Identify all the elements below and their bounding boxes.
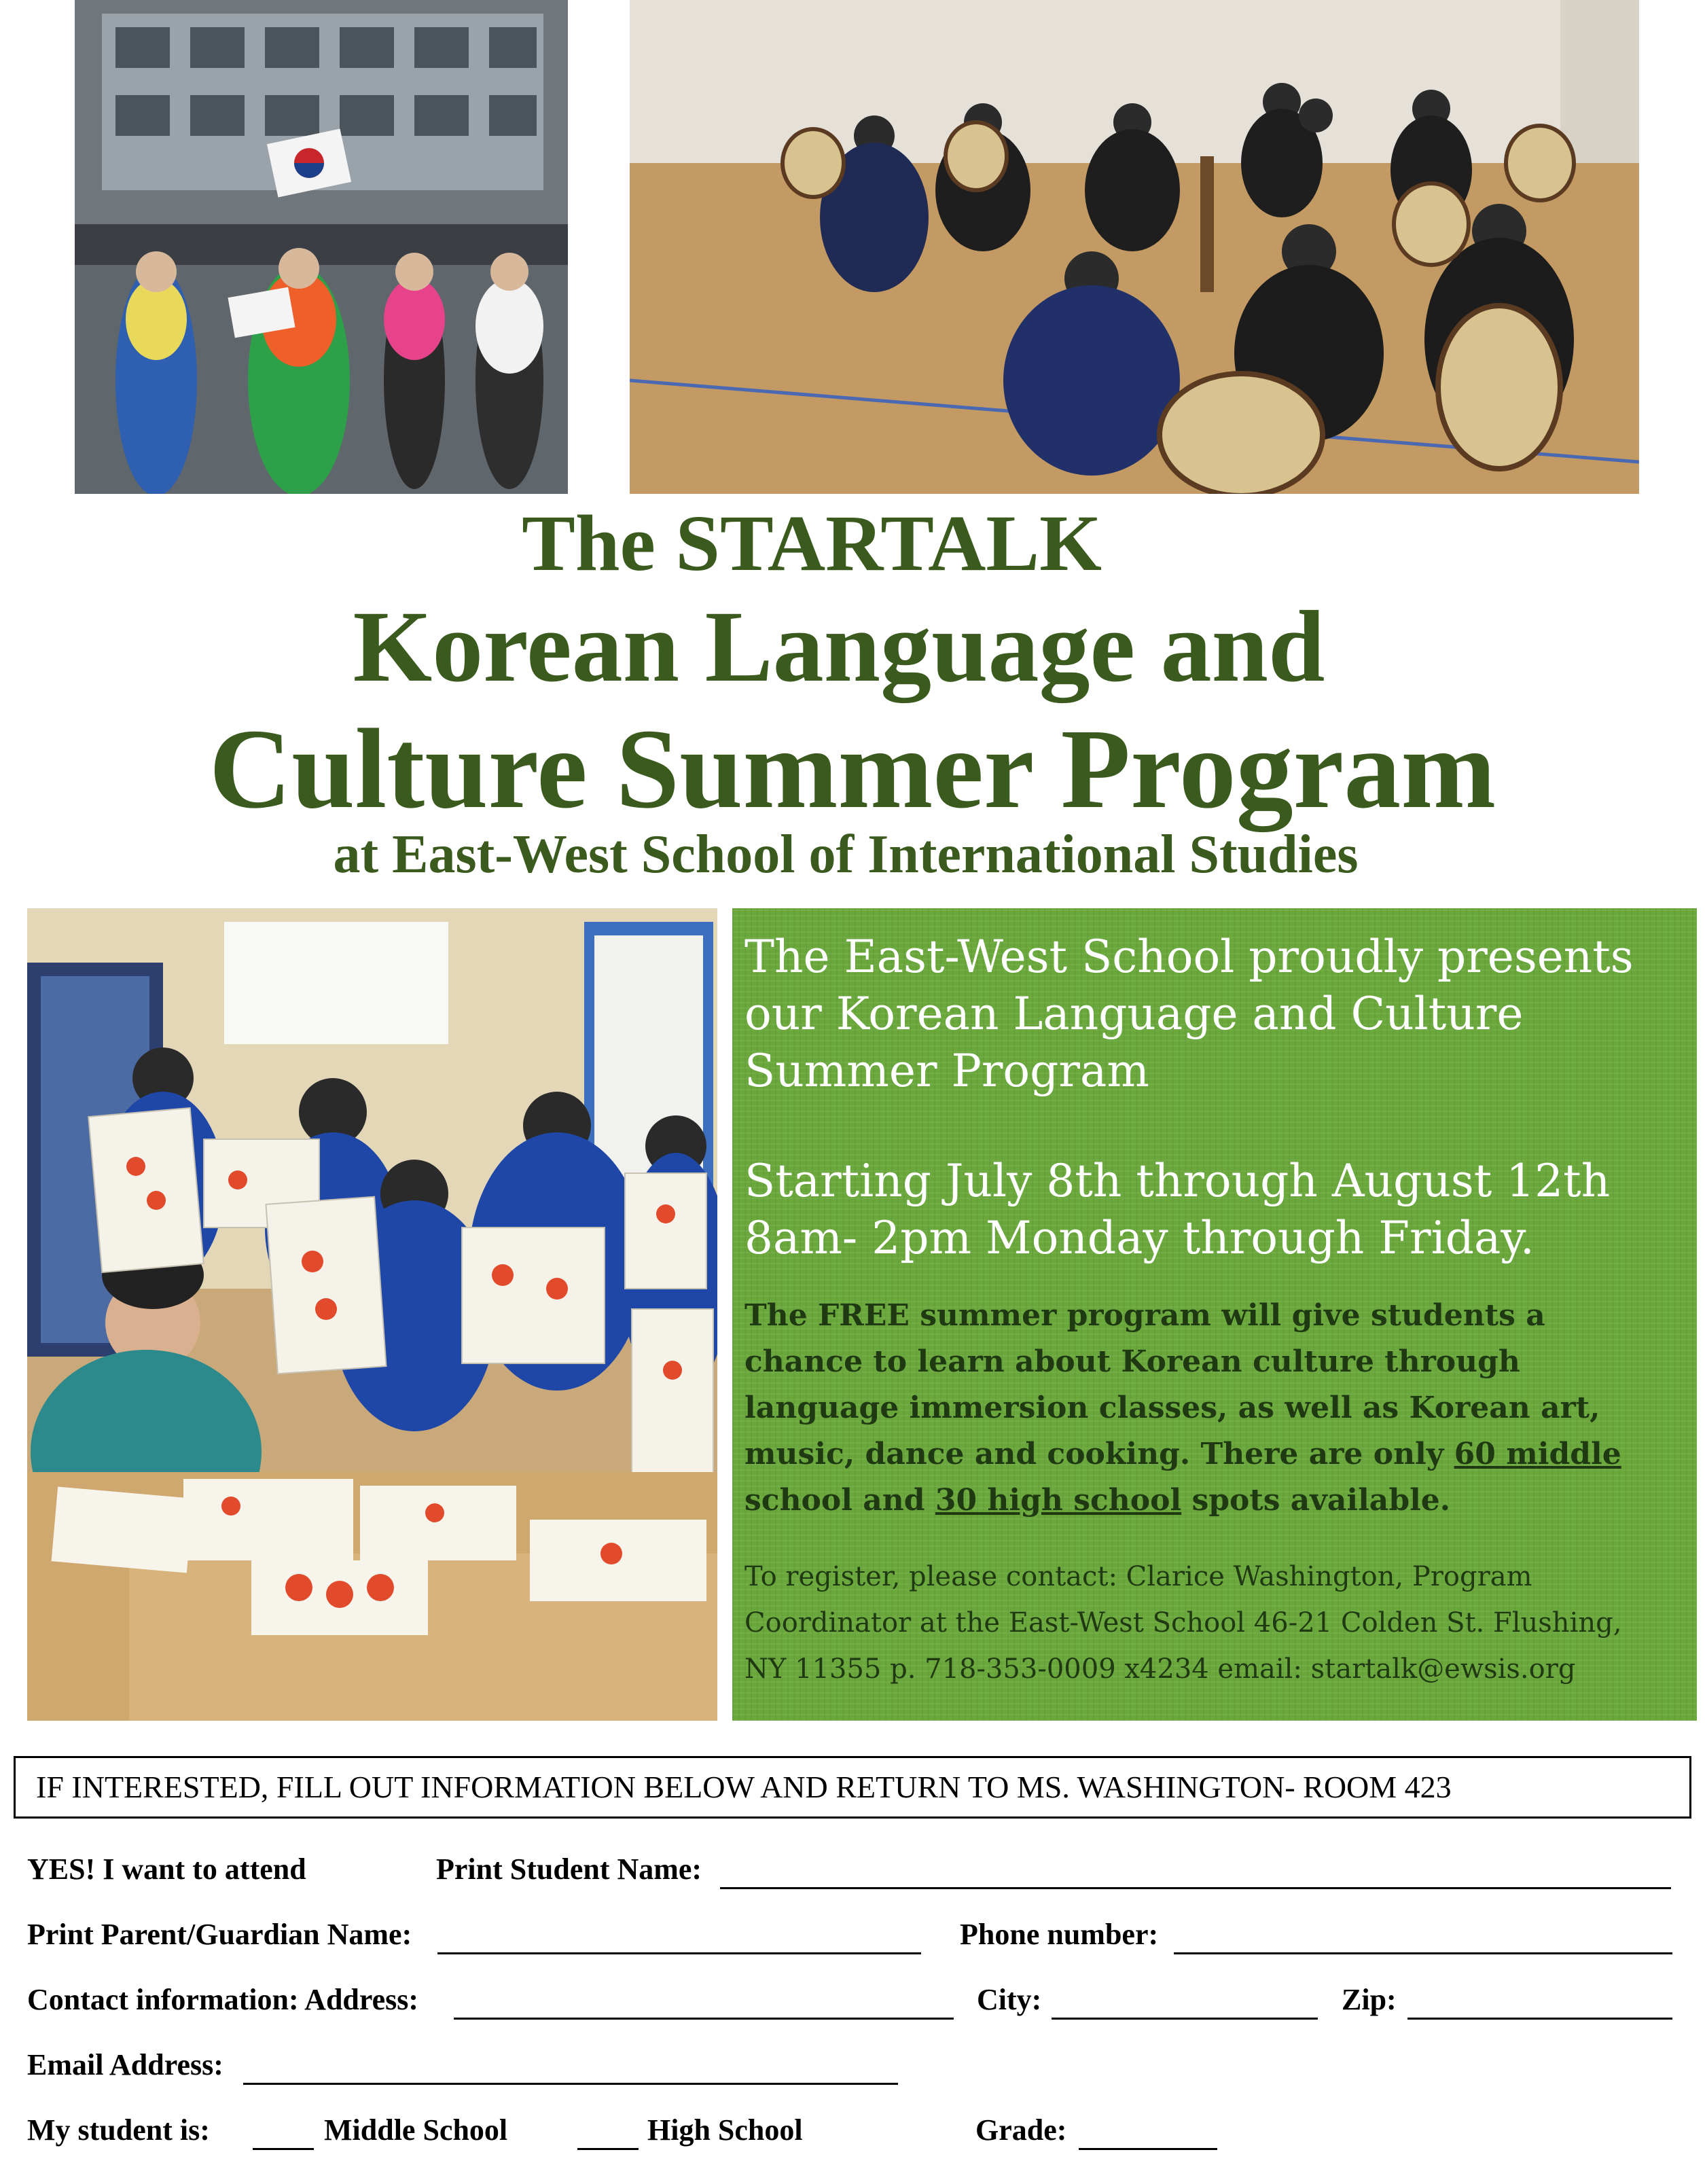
form-row-parent bbox=[27, 1917, 1685, 1965]
form-row-attend bbox=[27, 1852, 1685, 1899]
student-name-label: Print Student Name: bbox=[436, 1852, 702, 1886]
address-field[interactable] bbox=[454, 2018, 954, 2020]
title-korean-language: Korean Language and bbox=[353, 590, 1325, 703]
email-label: Email Address: bbox=[27, 2048, 223, 2081]
description-part2: school and bbox=[744, 1483, 935, 1518]
student-name-field[interactable] bbox=[720, 1887, 1671, 1889]
panel-hours-line: 8am- 2pm Monday through Friday. bbox=[744, 1212, 1534, 1264]
description-part3: spots available. bbox=[1181, 1483, 1451, 1518]
middle-school-spots: 60 middle bbox=[1454, 1437, 1621, 1471]
parent-name-field[interactable] bbox=[437, 1952, 921, 1954]
address-label: Contact information: Address: bbox=[27, 1983, 419, 2016]
parade-photo bbox=[75, 0, 568, 494]
program-info-panel bbox=[732, 908, 1697, 1721]
grade-label: Grade: bbox=[975, 2113, 1067, 2147]
zip-field[interactable] bbox=[1407, 2018, 1672, 2020]
grade-field[interactable] bbox=[1079, 2148, 1217, 2150]
phone-field[interactable] bbox=[1174, 1952, 1672, 1954]
panel-description bbox=[744, 1293, 1670, 1524]
title-startalk: The STARTALK bbox=[522, 499, 1102, 588]
form-row-address bbox=[27, 1982, 1685, 2030]
panel-dates bbox=[744, 1153, 1670, 1267]
zip-label: Zip: bbox=[1342, 1983, 1397, 2016]
phone-label: Phone number: bbox=[960, 1918, 1159, 1951]
panel-contact-info: To register, please contact: Clarice Washington, Program Coordinator at the East-West School 46-21 Colden St. Flushing, NY 11355 p. 718-353-0009 x4234 email: startalk@ewsis.org bbox=[744, 1561, 1622, 1685]
city-label: City: bbox=[977, 1983, 1042, 2016]
email-field[interactable] bbox=[243, 2083, 898, 2085]
drumming-photo bbox=[630, 0, 1639, 494]
form-row-email bbox=[27, 2047, 1685, 2095]
high-school-checkbox-line[interactable] bbox=[577, 2148, 639, 2150]
high-school-label: High School bbox=[647, 2113, 803, 2147]
middle-school-checkbox-line[interactable] bbox=[253, 2148, 314, 2150]
classroom-photo bbox=[27, 908, 717, 1721]
title-culture-summer-program: Culture Summer Program bbox=[209, 706, 1496, 832]
yes-attend-label: YES! I want to attend bbox=[27, 1852, 306, 1886]
title-school-name: at East-West School of International Studies bbox=[333, 825, 1359, 884]
return-instructions-box: IF INTERESTED, FILL OUT INFORMATION BELOW AND RETURN TO MS. WASHINGTON- ROOM 423 bbox=[14, 1756, 1691, 1819]
panel-dates-line1: Starting July 8th through August 12th bbox=[744, 1155, 1611, 1207]
middle-school-label: Middle School bbox=[324, 2113, 508, 2147]
city-field[interactable] bbox=[1052, 2018, 1318, 2020]
form-row-school-level bbox=[27, 2113, 1685, 2160]
panel-intro-text: The East-West School proudly presents our Korean Language and Culture Summer Program bbox=[744, 931, 1634, 1097]
high-school-spots: 30 high school bbox=[935, 1483, 1182, 1518]
student-is-label: My student is: bbox=[27, 2113, 210, 2147]
description-part1: The FREE summer program will give students a chance to learn about Korean culture through language immersion classes, as well as Korean art, music, dance and cooking. There are only bbox=[744, 1298, 1600, 1471]
parent-name-label: Print Parent/Guardian Name: bbox=[27, 1918, 412, 1951]
